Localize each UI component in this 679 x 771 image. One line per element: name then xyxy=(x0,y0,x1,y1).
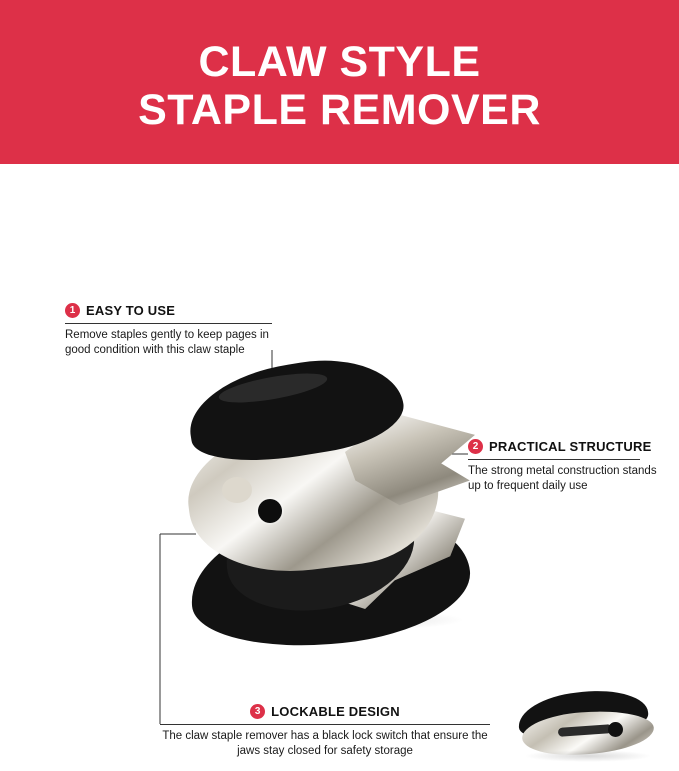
locked-product-image xyxy=(512,688,662,763)
callout-1-divider xyxy=(65,323,272,324)
callout-3-number-badge: 3 xyxy=(250,704,265,719)
product-rivet xyxy=(222,477,252,503)
callout-2-header xyxy=(468,439,668,454)
header-banner xyxy=(0,0,679,164)
callout-2-divider xyxy=(468,459,640,460)
callout-2-title: PRACTICAL STRUCTURE xyxy=(489,439,652,454)
callout-1-description: Remove staples gently to keep pages in good condition with this claw staple xyxy=(65,329,269,356)
page-title-line-2: STAPLE REMOVER xyxy=(138,86,541,134)
callout-easy-to-use xyxy=(65,303,275,358)
callout-1-header xyxy=(65,303,275,318)
locked-product-shadow xyxy=(524,750,652,762)
callout-lockable-design xyxy=(160,704,490,759)
callout-2-description: The strong metal construction stands up to frequent daily use xyxy=(468,465,657,492)
callout-1-number-badge: 1 xyxy=(65,303,80,318)
page-title-line-1: CLAW STYLE xyxy=(198,38,481,86)
callout-practical-structure xyxy=(468,439,668,494)
callout-3-description: The claw staple remover has a black lock switch that ensure the jaws stay closed for safety storage xyxy=(162,730,488,757)
callout-3-divider xyxy=(160,724,490,725)
locked-product-lock-knob xyxy=(608,722,623,737)
callout-2-number-badge: 2 xyxy=(468,439,483,454)
product-lock-switch xyxy=(258,499,282,523)
main-product-image xyxy=(170,359,500,649)
product-feature-stage xyxy=(0,164,679,771)
callout-3-title: LOCKABLE DESIGN xyxy=(271,704,400,719)
callout-3-header xyxy=(160,704,490,719)
callout-1-title: EASY TO USE xyxy=(86,303,176,318)
